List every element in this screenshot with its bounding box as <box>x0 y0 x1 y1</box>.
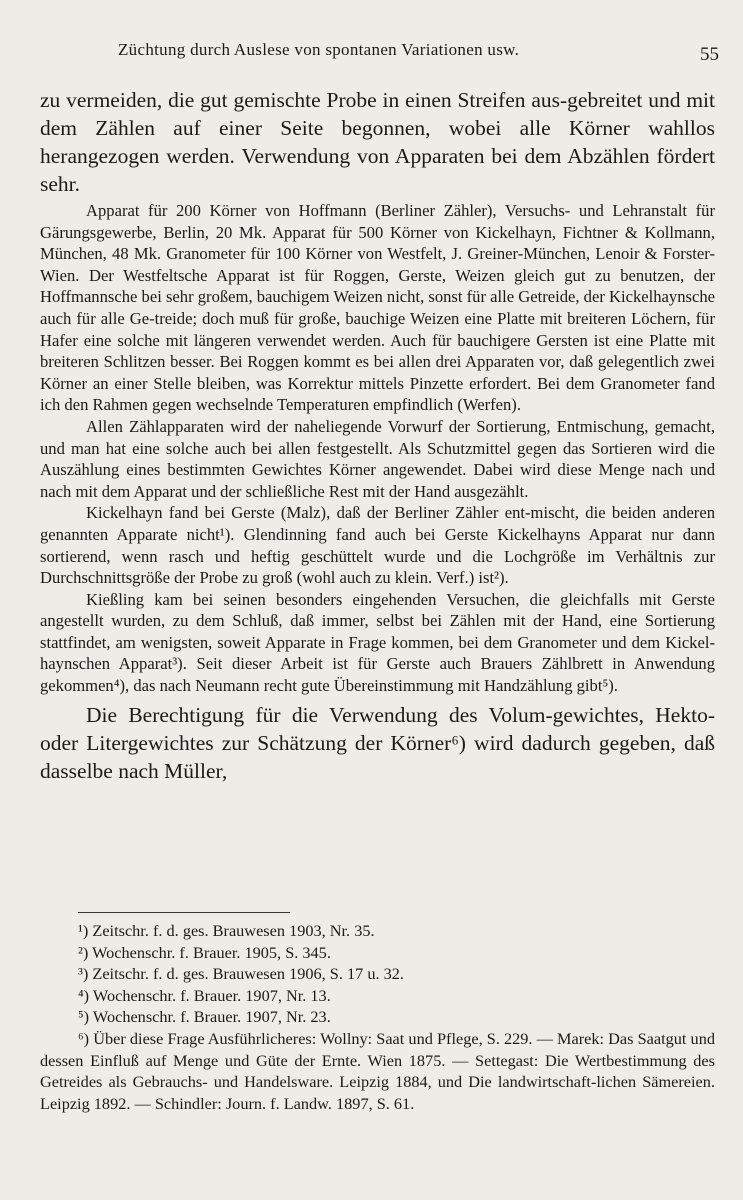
paragraph-kiessling: Kießling kam bei seinen besonders eingehenden Versuchen, die gleichfalls mit Gerste angestellt wurden, zu dem Schluß, daß immer, selbst bei Zählen mit der Hand, eine Sortierung stattfindet, am wenigsten, soweit Apparate in Frage kommen, bei dem Granometer und dem Kickel-haynschen Apparat³). Seit dieser Arbeit ist für Gerste auch Brauers Zählbrett in Anwendung gekommen⁴), das nach Neumann recht gute Übereinstimmung mit Handzählung gibt⁵). <box>40 589 715 696</box>
footnote-mark: ⁵) <box>78 1007 90 1027</box>
paragraph-sorting: Allen Zählapparaten wird der naheliegende Vorwurf der Sortierung, Entmischung, gemacht, und man hat eine solche auch bei allen festgestellt. Als Schutzmittel gegen das Sortieren wird die Auszählung eines bestimmten Gewichtes Körner angewendet. Dabei wird diese Menge nach und nach mit dem Apparat und der schließliche Rest mit der Hand ausgezählt. <box>40 416 715 501</box>
footnote-mark: ⁴) <box>78 985 90 1005</box>
paragraph-intro: zu vermeiden, die gut gemischte Probe in einen Streifen aus-gebreitet und mit dem Zählen auf einer Seite begonnen, wobei alle Körner wahllos herangezogen werden. Verwendung von Apparaten bei dem Abzählen fördert sehr. <box>40 88 715 196</box>
footnote-mark: ¹) <box>78 921 89 940</box>
footnote-text: Zeitschr. f. d. ges. Brauwesen 1903, Nr. 35. <box>92 921 375 940</box>
footnote-mark: ³) <box>78 964 89 984</box>
footnote-5 <box>40 1006 715 1028</box>
footnote-text: Wochenschr. f. Brauer. 1907, Nr. 13. <box>92 985 331 1005</box>
footnote-1 <box>40 920 715 942</box>
paragraph-apparatus: Apparat für 200 Körner von Hoffmann (Berliner Zähler), Versuchs- und Lehranstalt für Gärungsgewerbe, Berlin, 20 Mk. Apparat für 500 Körner von Kickelhayn, Fichtner & Kollmann, München, 48 Mk. Granometer für 100 Körner von Westfelt, J. Greiner-München, Lenoir & Forster-Wien. Der Westfeltsche Apparat ist für Roggen, Gerste, Weizen gleich gut zu benutzen, der Hoffmannsche bei sehr großem, bauchigem Weizen nicht, sonst für alle Getreide, der Kickelhaynsche auch für alle Ge-treide; doch muß für große, bauchige Weizen eine Platte mit breiteren Löchern, für Hafer eine solche mit längeren verwendet werden. Auch für bauchigere Gersten ist eine Platte mit breiteren Schlitzen besser. Bei Roggen kommt es bei allen drei Apparaten vor, daß gelegentlich zwei Körner an einer Stelle bleiben, was Korrektur mittels Pinzette erfordert. Bei dem Granometer fand ich den Rahmen gegen wechselnde Temperaturen empfindlich (Werfen). <box>40 201 715 415</box>
footnote-mark: ²) <box>78 942 89 962</box>
main-text <box>40 86 715 785</box>
page-header <box>40 40 719 70</box>
page-number: 55 <box>700 44 719 65</box>
footnote-text: Wochenschr. f. Brauer. 1907, Nr. 23. <box>92 1007 331 1027</box>
paragraph-kickelhayn: Kickelhayn fand bei Gerste (Malz), daß der Berliner Zähler ent-mischt, die beiden anderen genannten Apparate nicht¹). Glendinning fand auch bei Gerste Kickelhayns Apparat nur dann sortierend, wenn rasch und heftig geschüttelt wurde und die Lochgröße im Verhältnis zur Durchschnittsgröße der Probe zu groß (wohl auch zu klein. Verf.) ist²). <box>40 503 715 588</box>
footnote-2 <box>40 942 715 964</box>
footnote-4 <box>40 985 715 1007</box>
footnotes <box>40 920 715 1114</box>
footnote-text: Wochenschr. f. Brauer. 1905, S. 345. <box>92 942 331 962</box>
footnote-divider <box>78 912 290 913</box>
paragraph-volumengewicht: Die Berechtigung für die Verwendung des Volum-gewichtes, Hekto- oder Litergewichtes zur Schätzung der Körner⁶) wird dadurch gegeben, daß dasselbe nach Müller, <box>40 702 715 783</box>
footnote-text: Über diese Frage Ausführlicheres: Wollny: Saat und Pflege, S. 229. — Marek: Das Saatgut und dessen Einfluß auf Menge und Güte der Ernte. Wien 1875. — Settegast: Die Wertbestimmung des Getreides als Gebrauchs- und Handelsware. Leipzig 1884, und Die landwirtschaft-lichen Sämereien. Leipzig 1892. — Schindler: Journ. f. Landw. 1897, S. 61. <box>40 1028 715 1113</box>
footnote-3 <box>40 963 715 985</box>
footnote-6 <box>40 1028 715 1114</box>
footnote-mark: ⁶) <box>78 1028 90 1048</box>
footnote-text: Zeitschr. f. d. ges. Brauwesen 1906, S. 17 u. 32. <box>92 964 404 984</box>
running-title: Züchtung durch Auslese von spontanen Variationen usw. <box>118 40 520 59</box>
